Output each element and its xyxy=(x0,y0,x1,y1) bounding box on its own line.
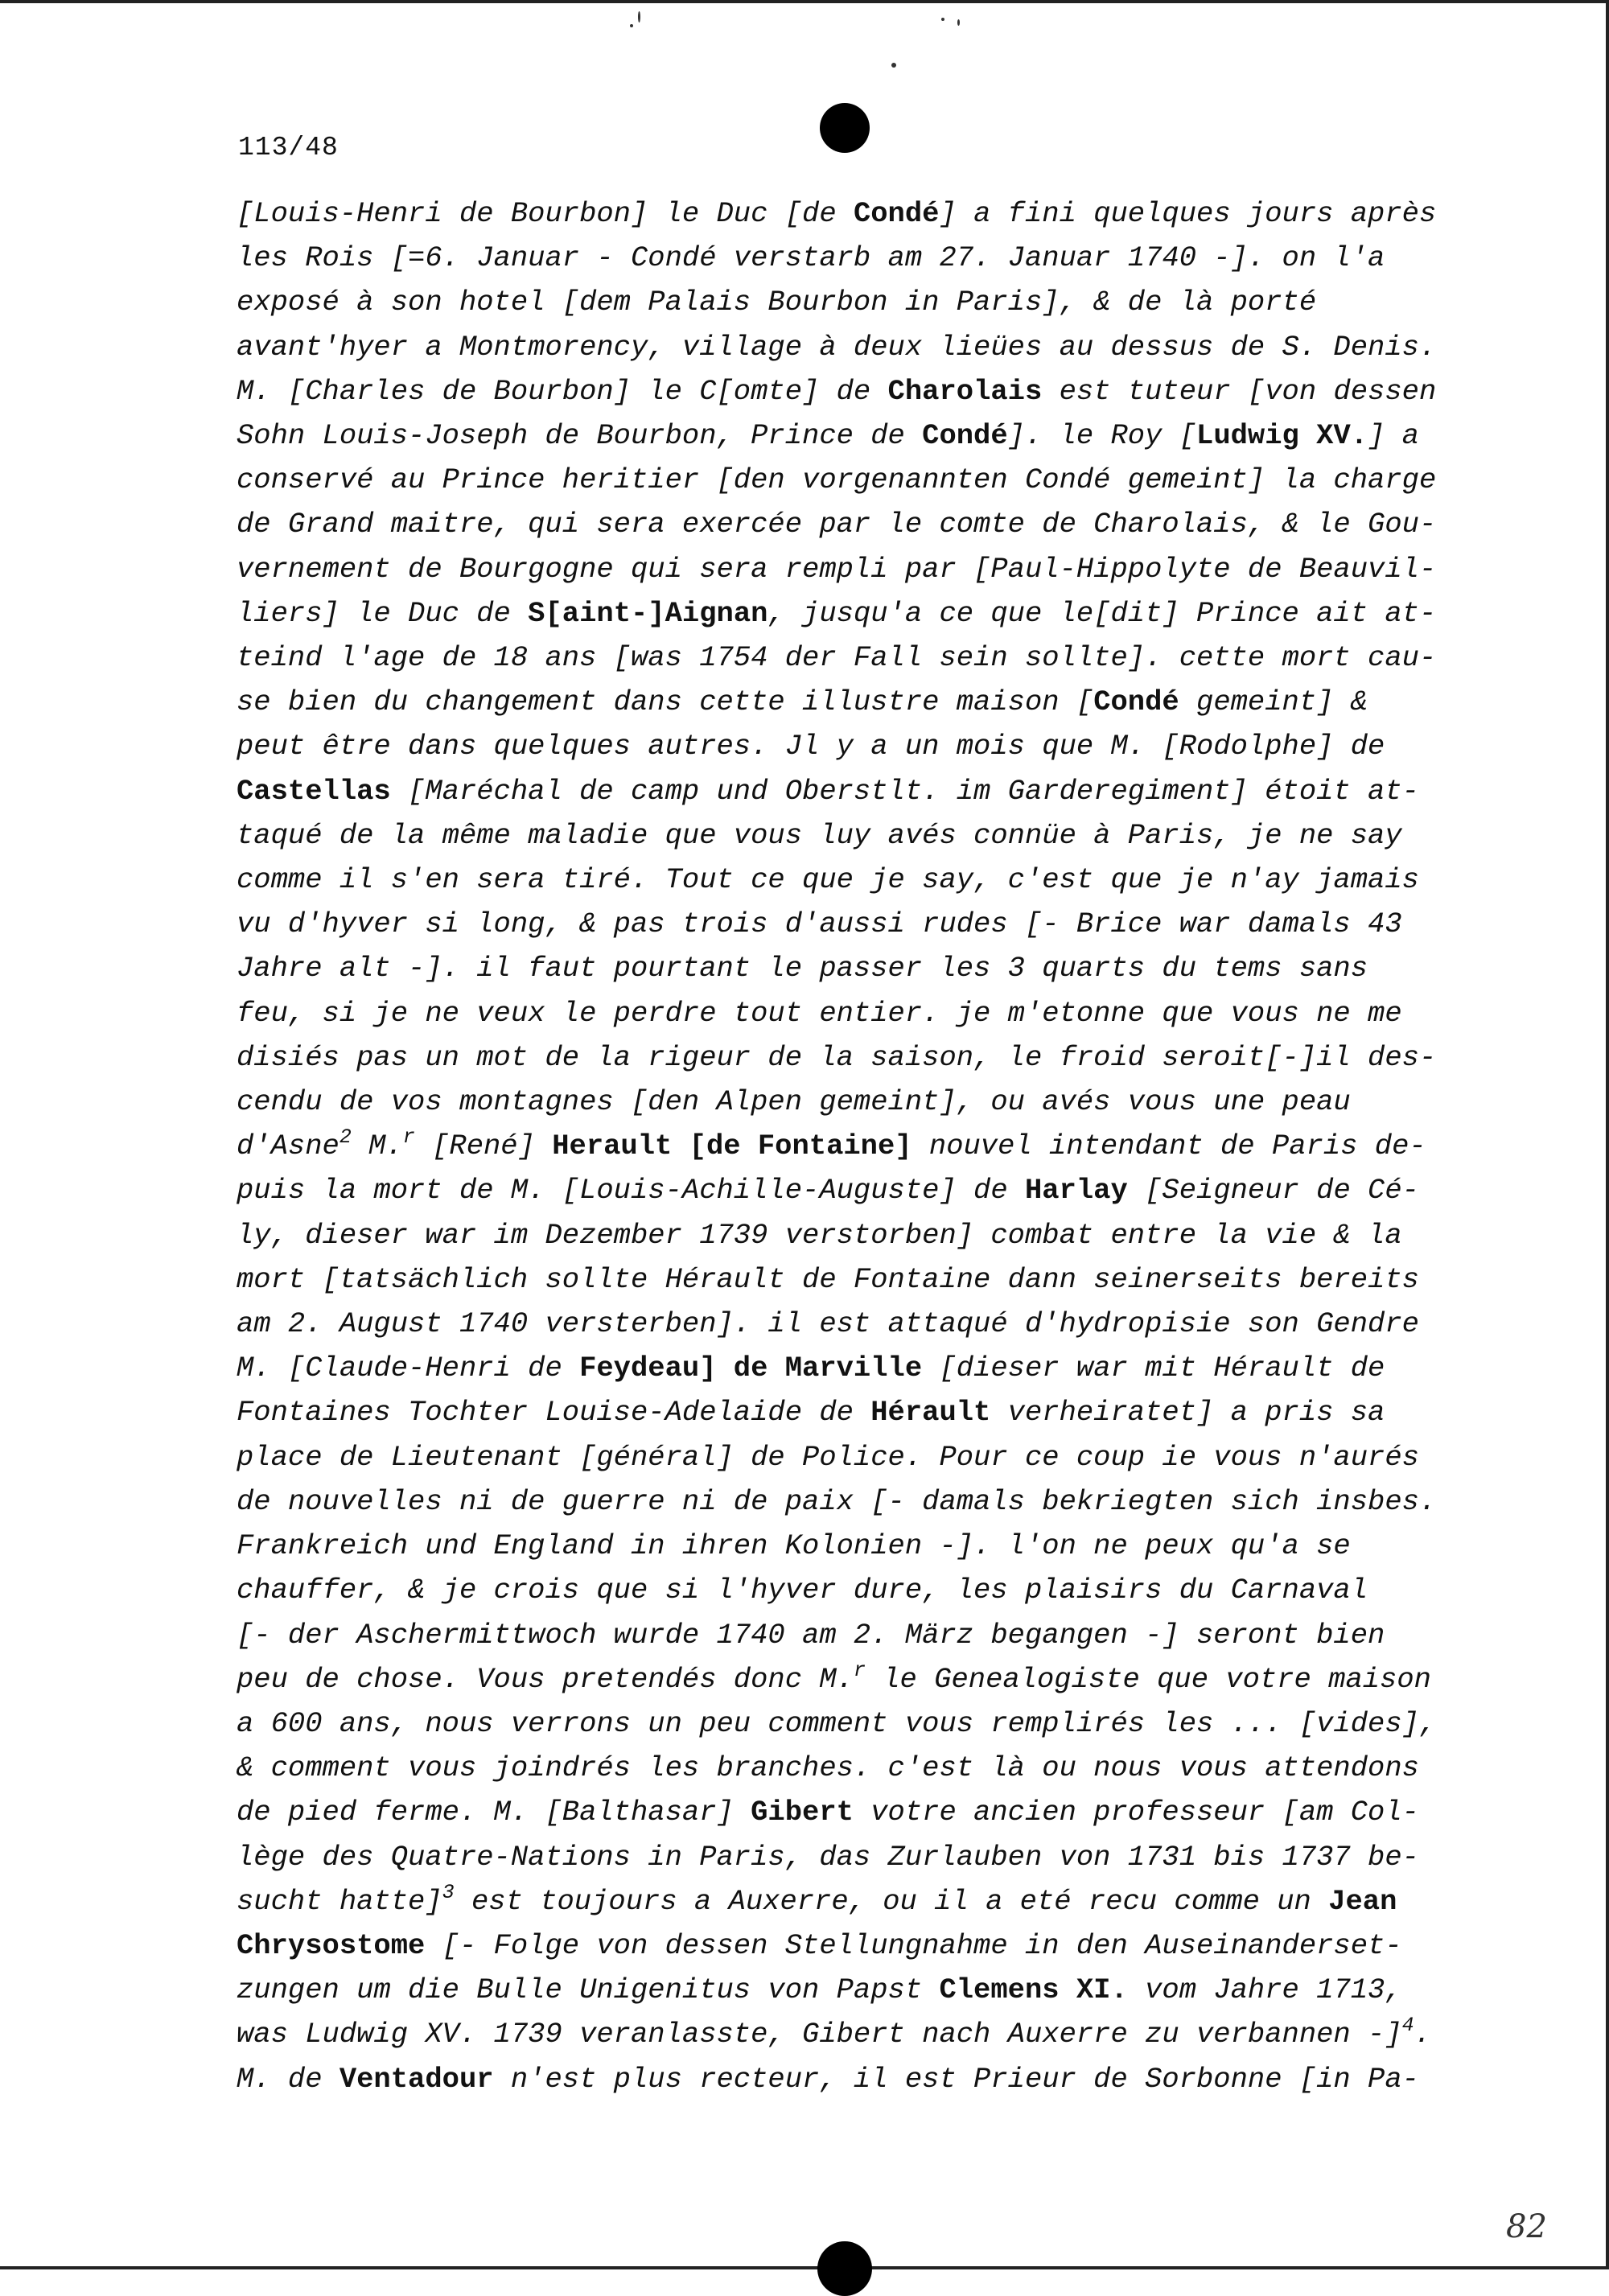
text-line: les Rois [=6. Januar - Condé verstarb am 27. Januar 1740 -]. on l'a xyxy=(237,241,1385,275)
scan-speck xyxy=(957,19,960,26)
text-line: vu d'hyver si long, & pas trois d'aussi rudes [- Brice war damals 43 xyxy=(237,907,1402,941)
text-line: M. [Claude-Henri de Feydeau] de Marville [dieser war mit Hérault de xyxy=(237,1352,1385,1385)
text-line: [Louis-Henri de Bourbon] le Duc [de Condé] a fini quelques jours après xyxy=(237,197,1437,230)
text-line: [- der Aschermittwoch wurde 1740 am 2. März begangen -] seront bien xyxy=(237,1618,1385,1652)
scan-speck xyxy=(638,11,640,23)
text-line: taqué de la même maladie que vous luy avés connüe à Paris, je ne say xyxy=(237,818,1402,852)
text-line: de Grand maitre, qui sera exercée par le comte de Charolais, & le Gou- xyxy=(237,508,1437,541)
document-body xyxy=(237,191,1475,2101)
text-line: zungen um die Bulle Unigenitus von Papst Clemens XI. vom Jahre 1713, xyxy=(237,1973,1402,2007)
scan-bottom-edge xyxy=(0,2266,1609,2269)
text-line: sucht hatte]$^3$ est toujours a Auxerre, ou il a eté recu comme un Jean xyxy=(237,1880,1397,1918)
text-line: disiés pas un mot de la rigeur de la saison, le froid seroit[-]il des- xyxy=(237,1040,1437,1074)
text-line: lège des Quatre-Nations in Paris, das Zurlauben von 1731 bis 1737 be- xyxy=(237,1840,1419,1874)
punch-hole-bottom xyxy=(817,2241,872,2296)
text-line: Sohn Louis-Joseph de Bourbon, Prince de Condé]. le Roy [Ludwig XV.] a xyxy=(237,419,1419,453)
text-line: avant'hyer a Montmorency, village à deux lieües au dessus de S. Denis. xyxy=(237,330,1437,364)
text-line: ly, dieser war im Dezember 1739 verstorben] combat entre la vie & la xyxy=(237,1218,1402,1252)
text-line: comme il s'en sera tiré. Tout ce que je say, c'est que je n'ay jamais xyxy=(237,863,1419,897)
text-line: was Ludwig XV. 1739 veranlasste, Gibert nach Auxerre zu verbannen -]$^4$. xyxy=(237,2014,1431,2051)
text-line: vernement de Bourgogne qui sera rempli par [Paul-Hippolyte de Beauvil- xyxy=(237,552,1437,586)
folio-number: 82 xyxy=(1506,2208,1547,2245)
text-line: M. [Charles de Bourbon] le C[omte] de Charolais est tuteur [von dessen xyxy=(237,374,1437,408)
text-line: peu de chose. Vous pretendés donc M.$^r$ le Genealogiste que votre maison xyxy=(237,1658,1431,1696)
page-reference: 113/48 xyxy=(238,133,339,163)
text-line: chauffer, & je crois que si l'hyver dure, les plaisirs du Carnaval xyxy=(237,1574,1368,1607)
text-line: M. de Ventadour n'est plus recteur, il est Prieur de Sorbonne [in Pa- xyxy=(237,2062,1419,2096)
scan-right-edge xyxy=(1606,0,1609,2269)
text-line: exposé à son hotel [dem Palais Bourbon in Paris], & de là porté xyxy=(237,286,1317,319)
text-line: place de Lieutenant [général] de Police. Pour ce coup ie vous n'aurés xyxy=(237,1440,1419,1474)
text-line: Frankreich und England in ihren Kolonien -]. l'on ne peux qu'a se xyxy=(237,1529,1351,1563)
text-line: de pied ferme. M. [Balthasar] Gibert votre ancien professeur [am Col- xyxy=(237,1796,1419,1829)
text-line: cendu de vos montagnes [den Alpen gemeint], ou avés vous une peau xyxy=(237,1085,1351,1119)
text-line: de nouvelles ni de guerre ni de paix [- damals bekriegten sich insbes. xyxy=(237,1484,1437,1518)
text-line: peut être dans quelques autres. Jl y a un mois que M. [Rodolphe] de xyxy=(237,730,1385,763)
text-line: Jahre alt -]. il faut pourtant le passer les 3 quarts du tems sans xyxy=(237,952,1368,985)
text-line: feu, si je ne veux le perdre tout entier. je m'etonne que vous ne me xyxy=(237,996,1402,1030)
text-line: se bien du changement dans cette illustre maison [Condé gemeint] & xyxy=(237,685,1368,719)
text-line: puis la mort de M. [Louis-Achille-Auguste] de Harlay [Seigneur de Cé- xyxy=(237,1174,1419,1208)
text-line: conservé au Prince heritier [den vorgenannten Condé gemeint] la charge xyxy=(237,463,1437,497)
text-line: d'Asne$^2$ M.$^r$ [René] Herault [de Fontaine] nouvel intendant de Paris de- xyxy=(237,1125,1426,1163)
scan-speck xyxy=(891,63,896,68)
scan-top-edge xyxy=(0,0,1609,3)
text-line: am 2. August 1740 versterben]. il est attaqué d'hydropisie son Gendre xyxy=(237,1307,1419,1341)
punch-hole-top xyxy=(820,103,870,153)
text-line: mort [tatsächlich sollte Hérault de Fontaine dann seinerseits bereits xyxy=(237,1262,1419,1296)
text-line: & comment vous joindrés les branches. c'est là ou nous vous attendons xyxy=(237,1751,1419,1785)
text-line: a 600 ans, nous verrons un peu comment vous remplirés les ... [vides], xyxy=(237,1706,1437,1740)
text-line: liers] le Duc de S[aint-]Aignan, jusqu'a ce que le[dit] Prince ait at- xyxy=(237,596,1437,630)
text-line: teind l'age de 18 ans [was 1754 der Fall sein sollte]. cette mort cau- xyxy=(237,641,1437,675)
text-line: Chrysostome [- Folge von dessen Stellungnahme in den Auseinanderset- xyxy=(237,1928,1402,1962)
text-line: Fontaines Tochter Louise-Adelaide de Hérault verheiratet] a pris sa xyxy=(237,1396,1385,1430)
scan-speck xyxy=(630,24,633,27)
text-line: Castellas [Maréchal de camp und Oberstlt. im Garderegiment] étoit at- xyxy=(237,774,1419,808)
scan-speck xyxy=(941,18,944,21)
